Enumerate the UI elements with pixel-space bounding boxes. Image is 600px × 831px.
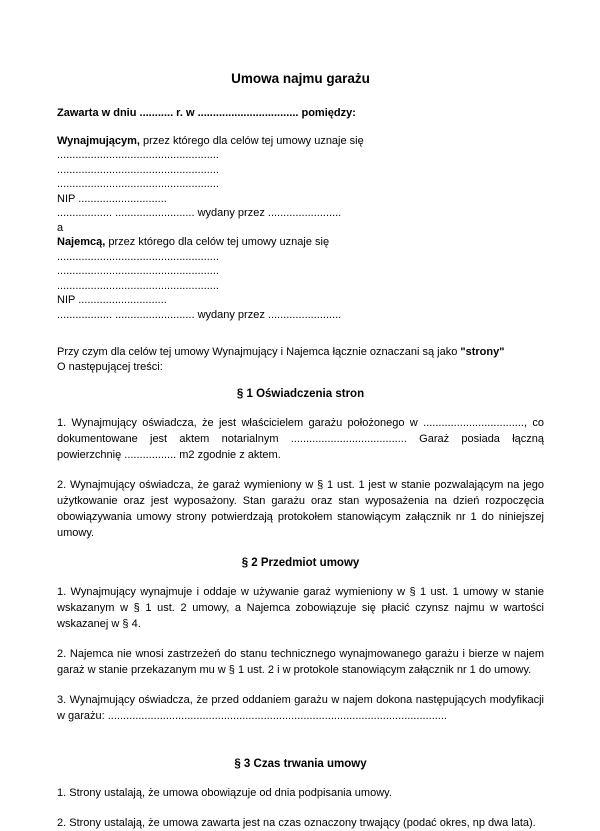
tenant-name-label: Najemcą,	[57, 236, 106, 248]
tenant-lead-text: przez którego dla celów tej umowy uznaje się	[105, 236, 330, 248]
tenant-blank-line: .....................................................	[57, 250, 219, 263]
section-2-heading: § 2 Przedmiot umowy	[241, 557, 360, 569]
parties-note-strony-bold: "strony"	[460, 346, 505, 358]
content-intro: O następującej treści:	[57, 360, 163, 373]
section-czas-trwania-umowy	[57, 756, 544, 831]
section-2-paragraph-3: 3. Wynajmujący oświadcza, że przed oddaniem garażu w najem dokona następujących modyfikacji w garażu: ...............................................................................................................	[57, 694, 544, 722]
landlord-name-label: Wynajmującym,	[57, 134, 140, 147]
parties-note-text: Przy czym dla celów tej umowy Wynajmujący i Najemca łącznie oznaczani są jako	[57, 346, 461, 358]
parties-note	[57, 345, 544, 360]
parties-note-block	[57, 345, 544, 374]
landlord-blank-line: .....................................................	[57, 149, 219, 161]
landlord-lead-text: przez którego dla celów tej umowy uznaje się	[139, 134, 364, 147]
landlord-blank-line: .....................................................	[57, 178, 219, 190]
tenant-lead	[57, 235, 544, 250]
landlord-lead	[57, 134, 544, 149]
tenant-blank-line: .....................................................	[57, 265, 219, 277]
section-oswiadczenia-stron	[57, 386, 544, 541]
tenant-nip-line: NIP .............................	[57, 294, 167, 306]
section-2-paragraph-2: 2. Najemca nie wnosi zastrzeżeń do stanu technicznego wynajmowanego garażu i bierze w najem garaż w stanie przekazanym mu w § 1 ust. 2 i w protokole stanowiącym załącznik nr 1 do umowy.	[57, 648, 544, 676]
section-3-paragraph-1: 1. Strony ustalają, że umowa obowiązuje od dnia podpisania umowy.	[57, 787, 392, 799]
section-1-paragraph-1: 1. Wynajmujący oświadcza, że jest właścicielem garażu położonego w ................................., co dokumentowane jest aktem notarialnym ...................................... Garaż posiada łączną powierzchnię ................. m2 zgodnie z aktem.	[57, 417, 544, 461]
section-1-paragraph-2: 2. Wynajmujący oświadcza, że garaż wymieniony w § 1 ust. 1 jest w stanie pozwalającym na jego użytkowanie oraz jest wyposażony. Stan garażu oraz stan wyposażenia na dzień rozpoczęcia obowiązywania umowy strony potwierdzają protokołem stanowiącym załącznik nr 1 do niniejszej umowy.	[57, 479, 544, 539]
document-title: Umowa najmu garażu	[231, 71, 370, 86]
tenant-blank-line: .....................................................	[57, 279, 219, 292]
connector-a: a	[57, 221, 64, 234]
tenant-id-line: .................. .......................... wydany przez ........................	[57, 308, 342, 321]
section-1-heading: § 1 Oświadczenia stron	[236, 388, 365, 400]
section-3-heading: § 3 Czas trwania umowy	[234, 758, 367, 770]
landlord-nip-line: NIP .............................	[57, 192, 167, 205]
section-przedmiot-umowy	[57, 555, 544, 724]
landlord-section	[57, 134, 544, 221]
section-2-paragraph-1: 1. Wynajmujący wynajmuje i oddaje w używanie garaż wymieniony w § 1 ust. 1 umowy w stanie wskazanym w § 1 ust. 2 umowy, a Najemca zobowiązuje się płacić czynsz najmu w wartości wskazanej w § 4.	[57, 586, 544, 630]
landlord-id-line: .................. .......................... wydany przez ........................	[57, 207, 342, 219]
opening-line: Zawarta w dniu ........... r. w ................................. pomiędzy:	[57, 107, 356, 119]
section-3-paragraph-2: 2. Strony ustalają, że umowa zawarta jest na czas oznaczony trwający (podać okres, np dwa lata).	[57, 817, 536, 829]
tenant-section	[57, 235, 544, 322]
landlord-blank-line: .....................................................	[57, 163, 219, 176]
